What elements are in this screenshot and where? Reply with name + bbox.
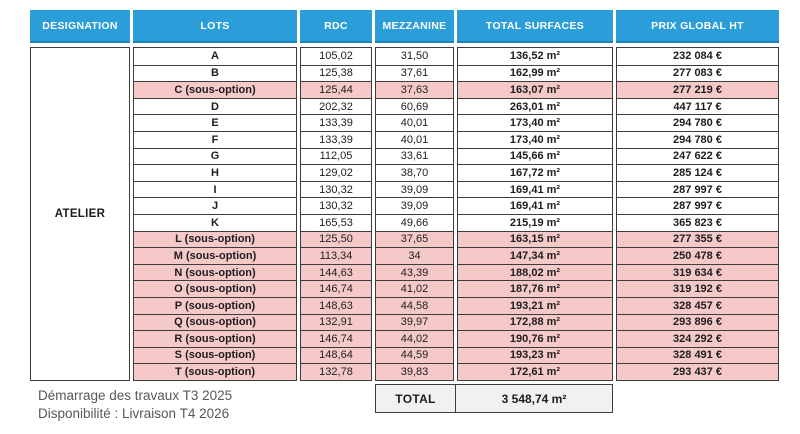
prix-cell: 287 997 €	[617, 181, 778, 198]
prix-cell: 328 491 €	[617, 347, 778, 364]
pricing-table	[30, 10, 800, 381]
rdc-cell: 148,63	[301, 297, 371, 314]
total-surface-value: 3 548,74 m²	[501, 391, 567, 406]
mezzanine-cell: 39,09	[376, 181, 453, 198]
total-cell: 172,61 m²	[458, 363, 612, 380]
lot-cell: H	[134, 164, 296, 181]
rdc-cell: 125,44	[301, 81, 371, 98]
lot-cell: L (sous-option)	[134, 231, 296, 248]
lot-cell: Q (sous-option)	[134, 314, 296, 331]
lot-cell: S (sous-option)	[134, 347, 296, 364]
total-cell: 173,40 m²	[458, 131, 612, 148]
mezzanine-cell: 44,02	[376, 330, 453, 347]
prix-cell: 247 622 €	[617, 148, 778, 165]
total-label: TOTAL	[376, 385, 456, 412]
total-cell: 167,72 m²	[458, 164, 612, 181]
rdc-cell: 146,74	[301, 330, 371, 347]
lot-cell: A	[134, 48, 296, 65]
mezzanine-cell: 39,97	[376, 314, 453, 331]
lot-cell: O (sous-option)	[134, 280, 296, 297]
lot-cell: G	[134, 148, 296, 165]
rdc-cell: 125,50	[301, 231, 371, 248]
column-prix-global	[616, 10, 779, 381]
rdc-cell: 132,78	[301, 363, 371, 380]
prix-cell: 294 780 €	[617, 131, 778, 148]
column-lots	[133, 10, 297, 381]
column-mezzanine	[375, 10, 454, 381]
total-cell: 193,23 m²	[458, 347, 612, 364]
total-cell: 163,15 m²	[458, 231, 612, 248]
footer-start-date: Démarrage des travaux T3 2025	[38, 388, 233, 403]
mezzanine-cell: 37,63	[376, 81, 453, 98]
prix-cell: 250 478 €	[617, 247, 778, 264]
prix-cell: 294 780 €	[617, 114, 778, 131]
rdc-cell: 146,74	[301, 280, 371, 297]
total-cell: 163,07 m²	[458, 81, 612, 98]
column-header-prix-global: PRIX GLOBAL HT	[616, 10, 779, 43]
rdc-cell: 130,32	[301, 197, 371, 214]
prix-cell: 328 457 €	[617, 297, 778, 314]
rdc-cell: 129,02	[301, 164, 371, 181]
mezzanine-cell: 34	[376, 247, 453, 264]
prix-cell: 285 124 €	[617, 164, 778, 181]
total-cell: 172,88 m²	[458, 314, 612, 331]
rdc-cell: 125,38	[301, 65, 371, 82]
mezzanine-cell: 37,61	[376, 65, 453, 82]
column-header-lots: LOTS	[133, 10, 297, 43]
rdc-cell: 113,34	[301, 247, 371, 264]
total-row	[375, 384, 613, 413]
rdc-cell: 112,05	[301, 148, 371, 165]
lot-cell: T (sous-option)	[134, 363, 296, 380]
rdc-cell: 202,32	[301, 98, 371, 115]
total-cell: 190,76 m²	[458, 330, 612, 347]
prix-cell: 287 997 €	[617, 197, 778, 214]
rdc-cell: 105,02	[301, 48, 371, 65]
column-header-rdc: RDC	[300, 10, 372, 43]
total-cell: 169,41 m²	[458, 197, 612, 214]
rdc-cell: 165,53	[301, 214, 371, 231]
lot-cell: M (sous-option)	[134, 247, 296, 264]
prix-cell: 232 084 €	[617, 48, 778, 65]
prix-cell: 293 437 €	[617, 363, 778, 380]
total-cell: 263,01 m²	[458, 98, 612, 115]
total-cell: 193,21 m²	[458, 297, 612, 314]
column-header-designation: DESIGNATION	[30, 10, 130, 43]
prix-cell: 277 083 €	[617, 65, 778, 82]
designation-cell: ATELIER	[54, 208, 106, 220]
footer-availability: Disponibilité : Livraison T4 2026	[38, 406, 230, 421]
mezzanine-cell: 44,58	[376, 297, 453, 314]
total-cell: 147,34 m²	[458, 247, 612, 264]
mezzanine-cell: 44,59	[376, 347, 453, 364]
rdc-cell: 144,63	[301, 264, 371, 281]
mezzanine-cell: 60,69	[376, 98, 453, 115]
lot-cell: C (sous-option)	[134, 81, 296, 98]
column-header-total-surfaces: TOTAL SURFACES	[457, 10, 613, 43]
total-cell: 169,41 m²	[458, 181, 612, 198]
prix-cell: 319 634 €	[617, 264, 778, 281]
prix-cell: 447 117 €	[617, 98, 778, 115]
total-cell: 145,66 m²	[458, 148, 612, 165]
total-cell: 162,99 m²	[458, 65, 612, 82]
mezzanine-cell: 38,70	[376, 164, 453, 181]
mezzanine-cell: 37,65	[376, 231, 453, 248]
mezzanine-cell: 39,09	[376, 197, 453, 214]
column-total-surfaces	[457, 10, 613, 381]
lot-cell: J	[134, 197, 296, 214]
total-cell: 173,40 m²	[458, 114, 612, 131]
lot-cell: P (sous-option)	[134, 297, 296, 314]
mezzanine-cell: 49,66	[376, 214, 453, 231]
lot-cell: F	[134, 131, 296, 148]
lot-cell: B	[134, 65, 296, 82]
total-cell: 136,52 m²	[458, 48, 612, 65]
column-header-mezzanine: MEZZANINE	[375, 10, 454, 43]
mezzanine-cell: 41,02	[376, 280, 453, 297]
lot-cell: E	[134, 114, 296, 131]
lot-cell: D	[134, 98, 296, 115]
total-cell: 187,76 m²	[458, 280, 612, 297]
total-cell: 215,19 m²	[458, 214, 612, 231]
prix-cell: 277 219 €	[617, 81, 778, 98]
bottom-area	[30, 384, 800, 434]
lot-cell: R (sous-option)	[134, 330, 296, 347]
mezzanine-cell: 40,01	[376, 131, 453, 148]
mezzanine-cell: 39,83	[376, 363, 453, 380]
mezzanine-cell: 31,50	[376, 48, 453, 65]
column-designation	[30, 10, 130, 381]
rdc-cell: 132,91	[301, 314, 371, 331]
prix-cell: 277 355 €	[617, 231, 778, 248]
total-cell: 188,02 m²	[458, 264, 612, 281]
lot-cell: I	[134, 181, 296, 198]
mezzanine-cell: 40,01	[376, 114, 453, 131]
footer-notes	[38, 387, 232, 423]
prix-cell: 324 292 €	[617, 330, 778, 347]
lot-cell: K	[134, 214, 296, 231]
rdc-cell: 133,39	[301, 114, 371, 131]
prix-cell: 293 896 €	[617, 314, 778, 331]
prix-cell: 365 823 €	[617, 214, 778, 231]
lot-cell: N (sous-option)	[134, 264, 296, 281]
rdc-cell: 130,32	[301, 181, 371, 198]
rdc-cell: 148,64	[301, 347, 371, 364]
prix-cell: 319 192 €	[617, 280, 778, 297]
mezzanine-cell: 33,61	[376, 148, 453, 165]
column-rdc	[300, 10, 372, 381]
rdc-cell: 133,39	[301, 131, 371, 148]
mezzanine-cell: 43,39	[376, 264, 453, 281]
